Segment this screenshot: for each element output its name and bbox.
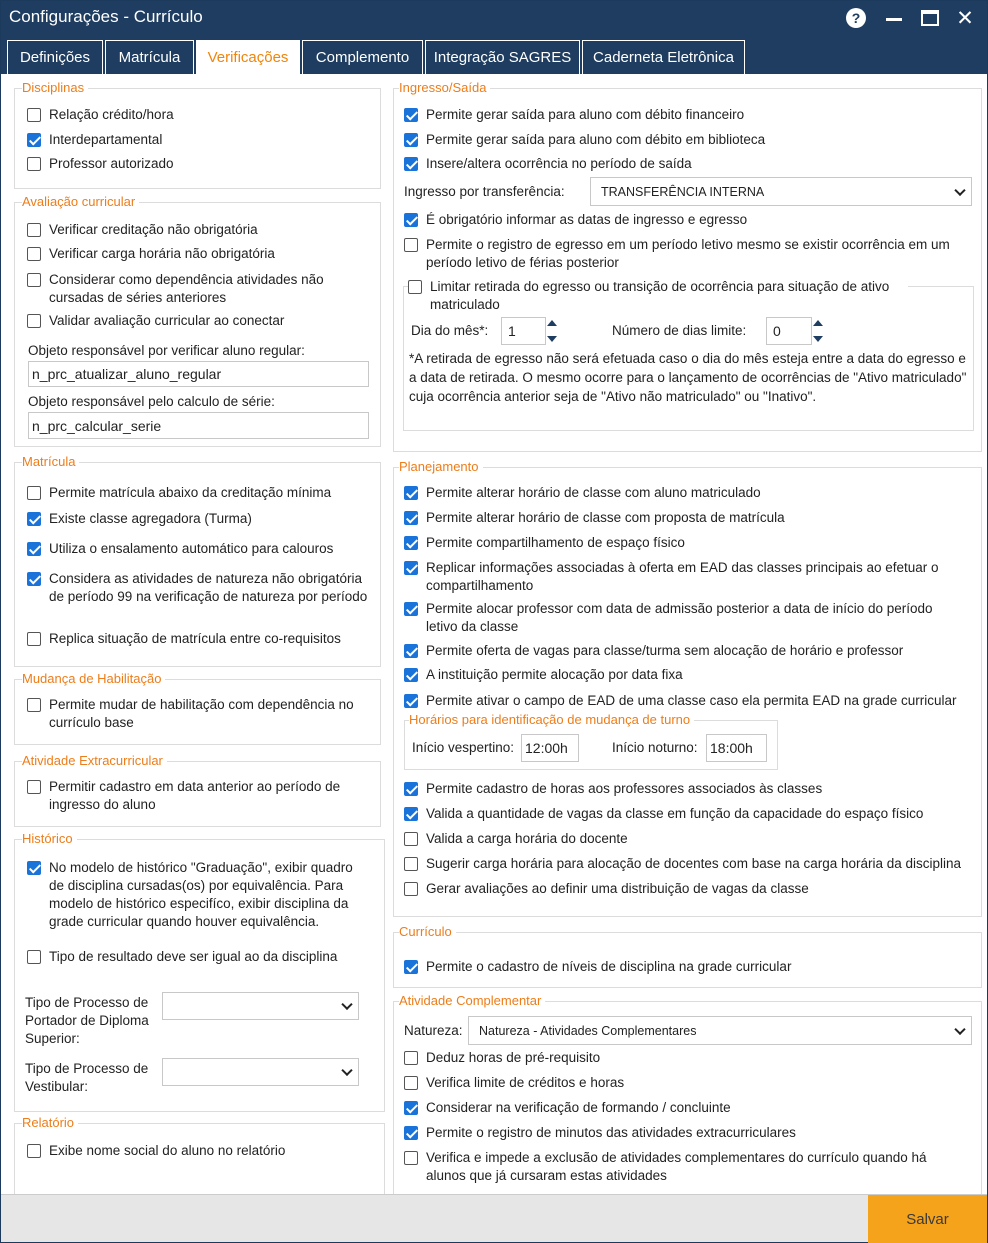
checkbox-compartilhamento-espaco[interactable]: Permite compartilhamento de espaço físico — [404, 534, 974, 552]
checkbox-box[interactable] — [404, 1051, 418, 1065]
vestibular-select[interactable] — [162, 1058, 359, 1086]
numero-dias-label: Número de dias limite: — [612, 323, 747, 338]
checkbox-validar-avaliacao[interactable]: Validar avaliação curricular ao conectar — [27, 312, 367, 330]
checkbox-saida-debito-financeiro[interactable]: Permite gerar saída para aluno com débito financeiro — [404, 106, 974, 124]
obj-calculo-serie-input[interactable]: n_prc_calcular_serie — [28, 412, 369, 439]
portador-diploma-label: Tipo de Processo de Portador de Diploma Superior: — [25, 995, 149, 1046]
checkbox-box[interactable] — [27, 780, 41, 794]
group-title-planejamento: Planejamento — [399, 459, 483, 474]
checkbox-classe-agregadora[interactable]: Existe classe agregadora (Turma) — [27, 510, 367, 528]
obj-calculo-serie-label: Objeto responsável pelo calculo de série: — [28, 394, 275, 409]
tab-caderneta-eletronica[interactable]: Caderneta Eletrônica — [582, 40, 745, 74]
window-title: Configurações - Currículo — [9, 7, 203, 26]
group-title-extracurricular: Atividade Extracurricular — [22, 753, 167, 768]
checkbox-box[interactable] — [404, 157, 418, 171]
checkbox-box[interactable] — [404, 644, 418, 658]
chevron-down-icon — [341, 999, 352, 1010]
dia-mes-input[interactable]: 1 — [501, 317, 546, 345]
checkbox-tipo-resultado[interactable]: Tipo de resultado deve ser igual ao da disciplina — [27, 948, 367, 966]
checkbox-box[interactable] — [27, 632, 41, 646]
checkbox-registro-egresso-ferias[interactable]: Permite o registro de egresso em um período letivo mesmo se existir ocorrência em um período letivo de férias posterior — [404, 236, 974, 272]
help-button[interactable] — [843, 5, 869, 31]
obj-aluno-regular-input[interactable]: n_prc_atualizar_aluno_regular — [28, 361, 369, 387]
tab-verificacoes[interactable]: Verificações — [196, 40, 300, 74]
checkbox-natureza-nao-obrigatoria[interactable]: Considera as atividades de natureza não obrigatória de período 99 na verificação de natureza por período — [27, 570, 369, 606]
checkbox-box[interactable] — [404, 1126, 418, 1140]
checkbox-cadastro-data-anterior[interactable]: Permitir cadastro em data anterior ao período de ingresso do aluno — [27, 778, 367, 814]
footer-bar — [1, 1194, 987, 1242]
checkbox-gerar-avaliacoes[interactable]: Gerar avaliações ao definir uma distribuição de vagas da classe — [404, 880, 974, 898]
checkbox-sugerir-carga-horaria[interactable]: Sugerir carga horária para alocação de docentes com base na carga horária da disciplina — [404, 855, 979, 873]
checkbox-box[interactable] — [27, 247, 41, 261]
checkbox-modelo-historico-graduacao[interactable]: No modelo de histórico "Graduação", exibir quadro de disciplina cursadas(os) por equivalência. Para modelo de histórico especifíco, exibir disciplina da grade curricular quando houver equivalência. — [27, 859, 363, 931]
chevron-down-icon — [954, 184, 965, 195]
checkbox-professor-autorizado[interactable]: Professor autorizado — [27, 155, 367, 173]
inicio-vespertino-input[interactable]: 12:00h — [521, 734, 579, 762]
checkbox-box[interactable] — [404, 536, 418, 550]
checkbox-limite-creditos[interactable]: Verifica limite de créditos e horas — [404, 1074, 974, 1092]
transferencia-select[interactable]: TRANSFERÊNCIA INTERNA — [590, 177, 972, 206]
checkbox-valida-vagas-espaco[interactable]: Valida a quantidade de vagas da classe em função da capacidade do espaço físico — [404, 805, 974, 823]
checkbox-nome-social[interactable]: Exibe nome social do aluno no relatório — [27, 1142, 367, 1160]
checkbox-ativar-ead[interactable]: Permite ativar o campo de EAD de uma classe caso ela permita EAD na grade curricular — [404, 692, 979, 710]
tab-bar — [1, 34, 987, 74]
minimize-button[interactable] — [881, 5, 907, 31]
transferencia-label: Ingresso por transferência: — [404, 184, 565, 199]
dia-mes-label: Dia do mês*: — [411, 323, 489, 338]
checkbox-box[interactable] — [408, 280, 422, 294]
checkbox-box[interactable] — [27, 1144, 41, 1158]
group-title-disciplinas: Disciplinas — [22, 80, 88, 95]
natureza-select[interactable]: Natureza - Atividades Complementares — [468, 1016, 972, 1045]
close-icon: ✕ — [956, 6, 974, 30]
checkbox-box[interactable] — [404, 602, 418, 616]
checkbox-verificacao-formando[interactable]: Considerar na verificação de formando / concluinte — [404, 1099, 974, 1117]
checkbox-box[interactable] — [404, 1076, 418, 1090]
group-title-historico: Histórico — [22, 831, 77, 846]
tab-matricula[interactable]: Matrícula — [105, 40, 194, 74]
checkbox-saida-debito-biblioteca[interactable]: Permite gerar saída para aluno com débito em biblioteca — [404, 131, 974, 149]
group-title-relatorio: Relatório — [22, 1115, 78, 1130]
checkbox-box[interactable] — [404, 857, 418, 871]
checkbox-alterar-horario-proposta[interactable]: Permite alterar horário de classe com proposta de matrícula — [404, 509, 974, 527]
checkbox-verificar-carga-horaria[interactable]: Verificar carga horária não obrigatória — [27, 245, 367, 263]
group-title-habilitacao: Mudança de Habilitação — [22, 671, 165, 686]
checkbox-relacao-credito-hora[interactable]: Relação crédito/hora — [27, 106, 367, 124]
checkbox-box[interactable] — [27, 698, 41, 712]
inicio-noturno-label: Início noturno: — [612, 740, 698, 755]
checkbox-box[interactable] — [27, 108, 41, 122]
checkbox-box[interactable] — [27, 273, 41, 287]
group-title-complementar: Atividade Complementar — [399, 993, 545, 1008]
checkbox-box[interactable] — [404, 668, 418, 682]
checkbox-box[interactable] — [404, 486, 418, 500]
minimize-icon — [886, 18, 902, 21]
inicio-noturno-input[interactable]: 18:00h — [706, 734, 767, 762]
checkbox-interdepartamental[interactable]: Interdepartamental — [27, 131, 367, 149]
maximize-button[interactable] — [917, 5, 943, 31]
checkbox-replica-situacao[interactable]: Replica situação de matrícula entre co-requisitos — [27, 630, 367, 648]
chevron-down-icon — [954, 1023, 965, 1034]
checkbox-box[interactable] — [27, 572, 41, 586]
checkbox-box[interactable] — [27, 950, 41, 964]
obj-aluno-regular-label: Objeto responsável por verificar aluno regular: — [28, 343, 305, 358]
checkbox-box[interactable] — [27, 512, 41, 526]
group-title-curriculo: Currículo — [399, 924, 456, 939]
checkbox-box[interactable] — [27, 223, 41, 237]
vestibular-label: Tipo de Processo de Vestibular: — [25, 1061, 149, 1094]
group-title-ingresso: Ingresso/Saída — [399, 80, 490, 95]
checkbox-niveis-disciplina[interactable]: Permite o cadastro de níveis de disciplina na grade curricular — [404, 958, 974, 976]
checkbox-replicar-ead[interactable]: Replicar informações associadas à oferta em EAD das classes principais ao efetuar o compartilhamento — [404, 559, 964, 595]
checkbox-box[interactable] — [404, 238, 418, 252]
checkbox-box[interactable] — [404, 832, 418, 846]
checkbox-box[interactable] — [404, 561, 418, 575]
checkbox-alocacao-data-fixa[interactable]: A instituição permite alocação por data fixa — [404, 666, 974, 684]
help-icon: ? — [846, 8, 866, 28]
checkbox-box[interactable] — [404, 960, 418, 974]
natureza-label: Natureza: — [404, 1023, 463, 1038]
checkbox-matricula-abaixo-creditacao[interactable]: Permite matrícula abaixo da creditação mínima — [27, 484, 367, 502]
checkbox-datas-ingresso-egresso[interactable]: É obrigatório informar as datas de ingresso e egresso — [404, 211, 974, 229]
checkbox-box[interactable] — [404, 782, 418, 796]
checkbox-verificar-creditacao[interactable]: Verificar creditação não obrigatória — [27, 221, 367, 239]
checkbox-box[interactable] — [404, 1101, 418, 1115]
maximize-icon — [921, 10, 939, 26]
spinner-arrows-icon[interactable] — [813, 319, 823, 343]
checkbox-ensalamento-automatico[interactable]: Utiliza o ensalamento automático para calouros — [27, 540, 367, 558]
portador-diploma-select[interactable] — [162, 992, 359, 1020]
spinner-arrows-icon[interactable] — [547, 319, 557, 343]
checkbox-box[interactable] — [27, 486, 41, 500]
checkbox-box[interactable] — [404, 1151, 418, 1165]
checkbox-box[interactable] — [404, 213, 418, 227]
tab-complemento[interactable]: Complemento — [302, 40, 423, 74]
checkbox-box[interactable] — [404, 133, 418, 147]
checkbox-impede-exclusao[interactable]: Verifica e impede a exclusão de atividades complementares do currículo quando há alunos que já cursaram estas atividades — [404, 1149, 949, 1185]
checkbox-box[interactable] — [27, 542, 41, 556]
save-button[interactable]: Salvar — [868, 1195, 987, 1243]
checkbox-box[interactable] — [27, 861, 41, 875]
group-title-avaliacao: Avaliação curricular — [22, 194, 139, 209]
checkbox-box[interactable] — [27, 133, 41, 147]
checkbox-limitar-retirada[interactable]: Limitar retirada do egresso ou transição de ocorrência para situação de ativo matriculado — [408, 278, 908, 314]
checkbox-box[interactable] — [404, 807, 418, 821]
tab-definicoes[interactable]: Definições — [7, 40, 103, 74]
checkbox-alocar-professor-admissao[interactable]: Permite alocar professor com data de admissão posterior a data de início do período letivo da classe — [404, 600, 964, 636]
group-title-matricula: Matrícula — [22, 454, 79, 469]
checkbox-alterar-horario-aluno[interactable]: Permite alterar horário de classe com aluno matriculado — [404, 484, 974, 502]
tab-integracao-sagres[interactable]: Integração SAGRES — [425, 40, 580, 74]
checkbox-horas-professores[interactable]: Permite cadastro de horas aos professores associados às classes — [404, 780, 974, 798]
checkbox-box[interactable] — [404, 694, 418, 708]
checkbox-mudar-habilitacao[interactable]: Permite mudar de habilitação com dependência no currículo base — [27, 696, 367, 732]
checkbox-registro-minutos[interactable]: Permite o registro de minutos das atividades extracurriculares — [404, 1124, 974, 1142]
checkbox-box[interactable] — [404, 511, 418, 525]
checkbox-deduz-horas[interactable]: Deduz horas de pré-requisito — [404, 1049, 974, 1067]
inicio-vespertino-label: Início vespertino: — [412, 740, 515, 755]
group-relatorio — [14, 1123, 385, 1203]
checkbox-box[interactable] — [27, 157, 41, 171]
checkbox-box[interactable] — [404, 108, 418, 122]
checkbox-box[interactable] — [27, 314, 41, 328]
chevron-down-icon — [341, 1065, 352, 1076]
title-bar — [1, 1, 987, 34]
checkbox-considerar-dependencia[interactable]: Considerar como dependência atividades não cursadas de séries anteriores — [27, 271, 357, 307]
checkbox-oferta-vagas-sem-alocacao[interactable]: Permite oferta de vagas para classe/turma sem alocação de horário e professor — [404, 642, 974, 660]
numero-dias-input[interactable]: 0 — [766, 317, 812, 345]
close-button[interactable] — [952, 5, 978, 31]
checkbox-valida-carga-docente[interactable]: Valida a carga horária do docente — [404, 830, 974, 848]
checkbox-box[interactable] — [404, 882, 418, 896]
checkbox-ocorrencia-periodo-saida[interactable]: Insere/altera ocorrência no período de saída — [404, 155, 974, 173]
retirada-egresso-note: *A retirada de egresso não será efetuada caso o dia do mês esteja entre a data do egresso e a data de retirada. O mesmo ocorre para o lançamento de ocorrências de "Ativo matriculado" cuja ocorrência anterior seja de "Ativo não matriculado" ou "Inativo". — [409, 351, 967, 404]
group-title-horarios: Horários para identificação de mudança de turno — [409, 712, 694, 727]
